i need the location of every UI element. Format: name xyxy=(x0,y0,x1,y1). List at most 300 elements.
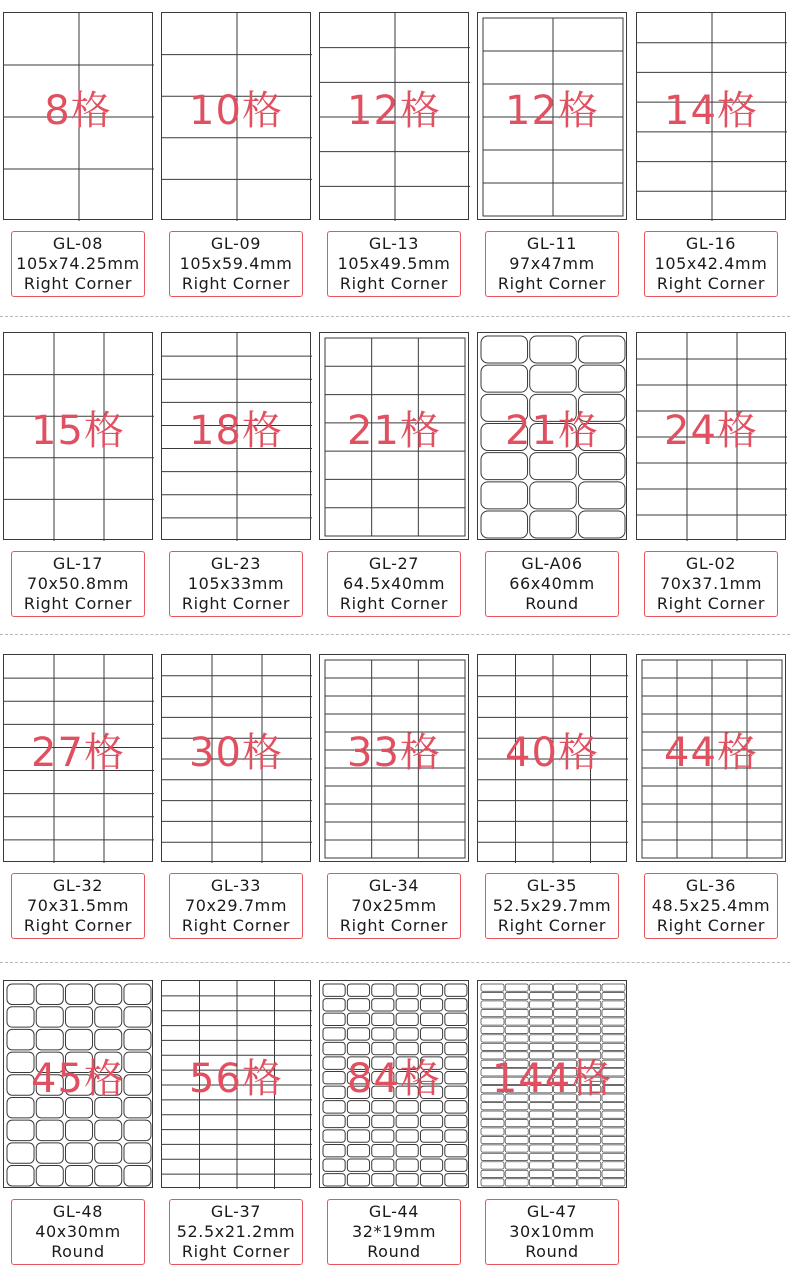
label-cell xyxy=(505,992,528,999)
label-cell xyxy=(372,1042,394,1054)
label-cell xyxy=(481,1001,504,1008)
label-cell xyxy=(602,1009,625,1016)
label-size: 105x49.5mm xyxy=(337,254,451,273)
label-sheet xyxy=(636,12,786,220)
label-cell xyxy=(602,1035,625,1042)
label-size: 105x42.4mm xyxy=(654,254,768,273)
label-cell xyxy=(323,984,345,996)
label-cell xyxy=(578,365,625,392)
label-cell xyxy=(347,1130,369,1142)
label-cell xyxy=(481,1043,504,1050)
label-cell xyxy=(347,1144,369,1156)
label-cell xyxy=(323,1144,345,1156)
product-code: GL-44 xyxy=(368,1202,420,1221)
product-code: GL-27 xyxy=(368,554,420,573)
label-cell xyxy=(602,1026,625,1033)
label-cell xyxy=(578,1162,601,1169)
corner-type: Right Corner xyxy=(339,916,449,935)
label-count: 18格 xyxy=(189,408,283,454)
label-cell xyxy=(554,1119,577,1126)
label-cell xyxy=(396,1115,418,1127)
label-cell xyxy=(124,1166,151,1186)
label-cell xyxy=(124,1029,151,1049)
label-cell xyxy=(554,1026,577,1033)
label-cell xyxy=(36,1029,63,1049)
label-size: 52.5x21.2mm xyxy=(176,1222,296,1241)
label-cell xyxy=(529,992,552,999)
product-spec-card xyxy=(644,551,778,617)
corner-type: Right Corner xyxy=(181,1242,291,1261)
label-cell xyxy=(505,1043,528,1050)
label-cell xyxy=(372,1159,394,1171)
label-cell xyxy=(445,1159,467,1171)
label-cell xyxy=(529,1009,552,1016)
label-cell xyxy=(347,999,369,1011)
product-spec-card xyxy=(169,551,303,617)
label-cell xyxy=(505,1136,528,1143)
label-cell xyxy=(602,1128,625,1135)
product-code: GL-34 xyxy=(368,876,420,895)
label-cell xyxy=(420,984,442,996)
label-sheet xyxy=(3,980,153,1188)
label-cell xyxy=(529,1162,552,1169)
product-code: GL-35 xyxy=(526,876,578,895)
label-cell xyxy=(396,1144,418,1156)
label-size: 30x10mm xyxy=(509,1222,595,1241)
label-cell xyxy=(530,453,577,480)
label-cell xyxy=(481,1136,504,1143)
product-spec-card xyxy=(327,873,461,939)
label-cell xyxy=(602,1018,625,1025)
label-cell xyxy=(505,1145,528,1152)
product-code: GL-32 xyxy=(52,876,104,895)
label-cell xyxy=(481,1162,504,1169)
label-cell xyxy=(578,511,625,538)
label-cell xyxy=(396,1159,418,1171)
label-cell xyxy=(372,1144,394,1156)
label-count: 10格 xyxy=(189,88,283,134)
product-spec-card xyxy=(644,231,778,297)
label-cell xyxy=(95,1143,122,1163)
label-cell xyxy=(347,1028,369,1040)
label-cell xyxy=(578,1170,601,1177)
label-cell xyxy=(65,1120,92,1140)
label-cell xyxy=(7,1097,34,1117)
label-cell xyxy=(602,1001,625,1008)
label-cell xyxy=(95,1120,122,1140)
label-cell xyxy=(7,1007,34,1027)
label-cell xyxy=(7,984,34,1004)
label-cell xyxy=(554,1035,577,1042)
label-cell xyxy=(530,482,577,509)
product-spec-card xyxy=(485,551,619,617)
label-cell xyxy=(347,1159,369,1171)
label-sheet xyxy=(477,980,627,1188)
corner-type: Right Corner xyxy=(656,916,766,935)
corner-type: Round xyxy=(525,594,579,613)
label-cell xyxy=(529,1145,552,1152)
product-code: GL-16 xyxy=(685,234,737,253)
label-cell xyxy=(578,1009,601,1016)
label-cell xyxy=(578,1111,601,1118)
corner-type: Right Corner xyxy=(23,916,133,935)
label-cell xyxy=(529,1153,552,1160)
label-cell xyxy=(578,336,625,363)
label-count: 21格 xyxy=(505,408,599,454)
product-spec-card xyxy=(485,231,619,297)
label-cell xyxy=(445,1130,467,1142)
label-cell xyxy=(554,1145,577,1152)
label-cell xyxy=(505,1119,528,1126)
label-count: 15格 xyxy=(31,408,125,454)
label-cell xyxy=(396,1101,418,1113)
label-cell xyxy=(481,482,528,509)
label-cell xyxy=(578,1001,601,1008)
label-cell xyxy=(505,1035,528,1042)
label-cell xyxy=(602,1103,625,1110)
label-cell xyxy=(529,1170,552,1177)
label-cell xyxy=(445,999,467,1011)
label-cell xyxy=(124,984,151,1004)
label-cell xyxy=(602,992,625,999)
product-code: GL-48 xyxy=(52,1202,104,1221)
label-sheet xyxy=(161,12,311,220)
product-spec-card xyxy=(11,551,145,617)
label-cell xyxy=(396,1013,418,1025)
product-code: GL-02 xyxy=(685,554,737,573)
label-cell xyxy=(445,1144,467,1156)
label-cell xyxy=(578,1145,601,1152)
label-cell xyxy=(530,511,577,538)
label-cell xyxy=(323,1013,345,1025)
label-size: 40x30mm xyxy=(35,1222,121,1241)
label-cell xyxy=(481,1153,504,1160)
label-cell xyxy=(124,1120,151,1140)
label-size: 105x33mm xyxy=(187,574,285,593)
label-cell xyxy=(420,1028,442,1040)
label-cell xyxy=(445,1115,467,1127)
label-sheet xyxy=(319,980,469,1188)
label-count: 24格 xyxy=(664,408,758,454)
label-cell xyxy=(529,1018,552,1025)
product-spec-card xyxy=(327,231,461,297)
label-cell xyxy=(481,992,504,999)
label-cell xyxy=(481,1179,504,1186)
label-cell xyxy=(578,453,625,480)
label-cell xyxy=(529,1119,552,1126)
product-spec-card xyxy=(11,231,145,297)
label-cell xyxy=(505,1103,528,1110)
product-spec-card xyxy=(169,231,303,297)
corner-type: Right Corner xyxy=(497,916,607,935)
corner-type: Right Corner xyxy=(23,274,133,293)
label-count: 30格 xyxy=(189,730,283,776)
label-cell xyxy=(420,999,442,1011)
product-code: GL-23 xyxy=(210,554,262,573)
label-count: 12格 xyxy=(347,88,441,134)
label-cell xyxy=(65,1143,92,1163)
label-size: 70x31.5mm xyxy=(26,896,130,915)
product-spec-card xyxy=(485,1199,619,1265)
product-spec-card xyxy=(327,1199,461,1265)
label-cell xyxy=(505,1018,528,1025)
label-cell xyxy=(529,1136,552,1143)
label-cell xyxy=(65,1029,92,1049)
label-cell xyxy=(529,1103,552,1110)
label-cell xyxy=(554,1170,577,1177)
label-cell xyxy=(445,1013,467,1025)
label-cell xyxy=(602,984,625,991)
label-cell xyxy=(323,1159,345,1171)
label-cell xyxy=(36,1120,63,1140)
corner-type: Right Corner xyxy=(181,274,291,293)
label-cell xyxy=(602,1111,625,1118)
label-cell xyxy=(529,1043,552,1050)
label-cell xyxy=(481,511,528,538)
label-cell xyxy=(578,1153,601,1160)
label-cell xyxy=(323,999,345,1011)
label-cell xyxy=(578,984,601,991)
label-cell xyxy=(65,1166,92,1186)
product-spec-card xyxy=(485,873,619,939)
label-cell xyxy=(420,1115,442,1127)
label-cell xyxy=(529,1179,552,1186)
label-cell xyxy=(396,999,418,1011)
label-cell xyxy=(554,1162,577,1169)
label-cell xyxy=(505,1001,528,1008)
label-cell xyxy=(554,1111,577,1118)
label-cell xyxy=(36,1143,63,1163)
label-size: 32*19mm xyxy=(351,1222,437,1241)
corner-type: Right Corner xyxy=(181,916,291,935)
label-cell xyxy=(347,1013,369,1025)
label-cell xyxy=(505,984,528,991)
label-sheet xyxy=(161,980,311,1188)
label-cell xyxy=(602,1179,625,1186)
label-cell xyxy=(420,1042,442,1054)
label-cell xyxy=(372,1174,394,1186)
label-cell xyxy=(323,1174,345,1186)
label-cell xyxy=(95,1029,122,1049)
product-spec-card xyxy=(169,1199,303,1265)
label-cell xyxy=(420,1144,442,1156)
label-cell xyxy=(420,1130,442,1142)
label-cell xyxy=(505,1026,528,1033)
label-count: 144格 xyxy=(491,1056,613,1102)
label-cell xyxy=(602,1119,625,1126)
label-cell xyxy=(481,453,528,480)
label-sheet xyxy=(161,654,311,862)
label-sheet xyxy=(3,332,153,540)
label-cell xyxy=(124,1143,151,1163)
product-code: GL-47 xyxy=(526,1202,578,1221)
label-cell xyxy=(95,984,122,1004)
label-cell xyxy=(481,1145,504,1152)
label-cell xyxy=(578,1018,601,1025)
label-cell xyxy=(578,1035,601,1042)
corner-type: Round xyxy=(367,1242,421,1261)
label-cell xyxy=(554,1136,577,1143)
corner-type: Right Corner xyxy=(339,594,449,613)
label-cell xyxy=(529,1035,552,1042)
label-cell xyxy=(420,1101,442,1113)
label-cell xyxy=(420,1013,442,1025)
label-cell xyxy=(554,992,577,999)
label-cell xyxy=(323,1101,345,1113)
label-cell xyxy=(554,984,577,991)
product-code: GL-08 xyxy=(52,234,104,253)
label-cell xyxy=(529,1026,552,1033)
label-cell xyxy=(347,984,369,996)
label-cell xyxy=(578,992,601,999)
label-count: 84格 xyxy=(347,1056,441,1102)
label-cell xyxy=(529,1111,552,1118)
label-count: 56格 xyxy=(189,1056,283,1102)
label-cell xyxy=(602,1153,625,1160)
label-cell xyxy=(554,1128,577,1135)
label-cell xyxy=(445,984,467,996)
label-count: 12格 xyxy=(505,88,599,134)
label-cell xyxy=(445,1101,467,1113)
label-cell xyxy=(396,1130,418,1142)
product-code: GL-36 xyxy=(685,876,737,895)
label-cell xyxy=(481,1035,504,1042)
label-cell xyxy=(505,1009,528,1016)
label-cell xyxy=(124,1007,151,1027)
label-cell xyxy=(578,1026,601,1033)
label-cell xyxy=(602,1043,625,1050)
label-cell xyxy=(481,1103,504,1110)
label-size: 66x40mm xyxy=(509,574,595,593)
label-cell xyxy=(505,1179,528,1186)
label-cell xyxy=(529,984,552,991)
label-size: 48.5x25.4mm xyxy=(651,896,771,915)
label-size: 70x29.7mm xyxy=(184,896,288,915)
product-spec-card xyxy=(11,1199,145,1265)
row-divider xyxy=(0,634,790,635)
label-cell xyxy=(554,1153,577,1160)
product-code: GL-13 xyxy=(368,234,420,253)
label-cell xyxy=(36,1166,63,1186)
label-sheet xyxy=(3,654,153,862)
label-size: 105x74.25mm xyxy=(16,254,140,273)
label-cell xyxy=(554,1001,577,1008)
label-sheet xyxy=(3,12,153,220)
label-cell xyxy=(323,1028,345,1040)
product-spec-card xyxy=(11,873,145,939)
label-sheet xyxy=(319,332,469,540)
label-cell xyxy=(505,1170,528,1177)
label-cell xyxy=(554,1043,577,1050)
label-size: 52.5x29.7mm xyxy=(492,896,612,915)
label-cell xyxy=(554,1103,577,1110)
label-cell xyxy=(396,1042,418,1054)
label-cell xyxy=(602,1145,625,1152)
corner-type: Round xyxy=(51,1242,105,1261)
label-cell xyxy=(578,1043,601,1050)
label-size: 64.5x40mm xyxy=(342,574,446,593)
label-cell xyxy=(481,1128,504,1135)
label-cell xyxy=(372,1101,394,1113)
label-count: 44格 xyxy=(664,730,758,776)
label-cell xyxy=(445,1028,467,1040)
label-cell xyxy=(372,984,394,996)
label-cell xyxy=(95,1007,122,1027)
label-cell xyxy=(481,1026,504,1033)
label-sheet xyxy=(319,12,469,220)
label-cell xyxy=(372,1115,394,1127)
label-cell xyxy=(505,1162,528,1169)
label-cell xyxy=(7,1143,34,1163)
label-cell xyxy=(578,1128,601,1135)
label-cell xyxy=(372,1130,394,1142)
label-cell xyxy=(445,1042,467,1054)
label-count: 14格 xyxy=(664,88,758,134)
label-sheet xyxy=(636,654,786,862)
product-spec-card xyxy=(169,873,303,939)
label-cell xyxy=(578,1119,601,1126)
label-cell xyxy=(602,1170,625,1177)
label-cell xyxy=(124,1097,151,1117)
label-cell xyxy=(323,1042,345,1054)
label-cell xyxy=(481,1018,504,1025)
label-cell xyxy=(505,1153,528,1160)
label-cell xyxy=(554,1018,577,1025)
product-code: GL-37 xyxy=(210,1202,262,1221)
label-cell xyxy=(372,1028,394,1040)
label-cell xyxy=(578,482,625,509)
label-sheet xyxy=(477,654,627,862)
label-cell xyxy=(529,1128,552,1135)
row-divider xyxy=(0,962,790,963)
label-cell xyxy=(578,1136,601,1143)
label-cell xyxy=(481,336,528,363)
label-cell xyxy=(481,1111,504,1118)
label-cell xyxy=(420,1174,442,1186)
label-cell xyxy=(505,1111,528,1118)
label-cell xyxy=(529,1001,552,1008)
label-cell xyxy=(420,1159,442,1171)
label-count: 8格 xyxy=(44,88,112,134)
label-cell xyxy=(372,999,394,1011)
label-size: 70x25mm xyxy=(351,896,437,915)
label-cell xyxy=(347,1042,369,1054)
label-sheet xyxy=(319,654,469,862)
label-count: 40格 xyxy=(505,730,599,776)
label-size: 70x50.8mm xyxy=(26,574,130,593)
label-cell xyxy=(602,1136,625,1143)
product-code: GL-A06 xyxy=(521,554,583,573)
label-cell xyxy=(530,336,577,363)
corner-type: Right Corner xyxy=(339,274,449,293)
label-sheet xyxy=(636,332,786,540)
label-cell xyxy=(396,984,418,996)
label-cell xyxy=(602,1162,625,1169)
label-count: 45格 xyxy=(31,1056,125,1102)
product-code: GL-17 xyxy=(52,554,104,573)
product-code: GL-11 xyxy=(526,234,578,253)
label-cell xyxy=(396,1174,418,1186)
corner-type: Right Corner xyxy=(656,274,766,293)
label-cell xyxy=(505,1128,528,1135)
label-cell xyxy=(7,1029,34,1049)
label-cell xyxy=(347,1174,369,1186)
product-code: GL-09 xyxy=(210,234,262,253)
label-cell xyxy=(481,1009,504,1016)
label-sheet xyxy=(477,12,627,220)
label-sheet xyxy=(477,332,627,540)
label-cell xyxy=(7,1166,34,1186)
